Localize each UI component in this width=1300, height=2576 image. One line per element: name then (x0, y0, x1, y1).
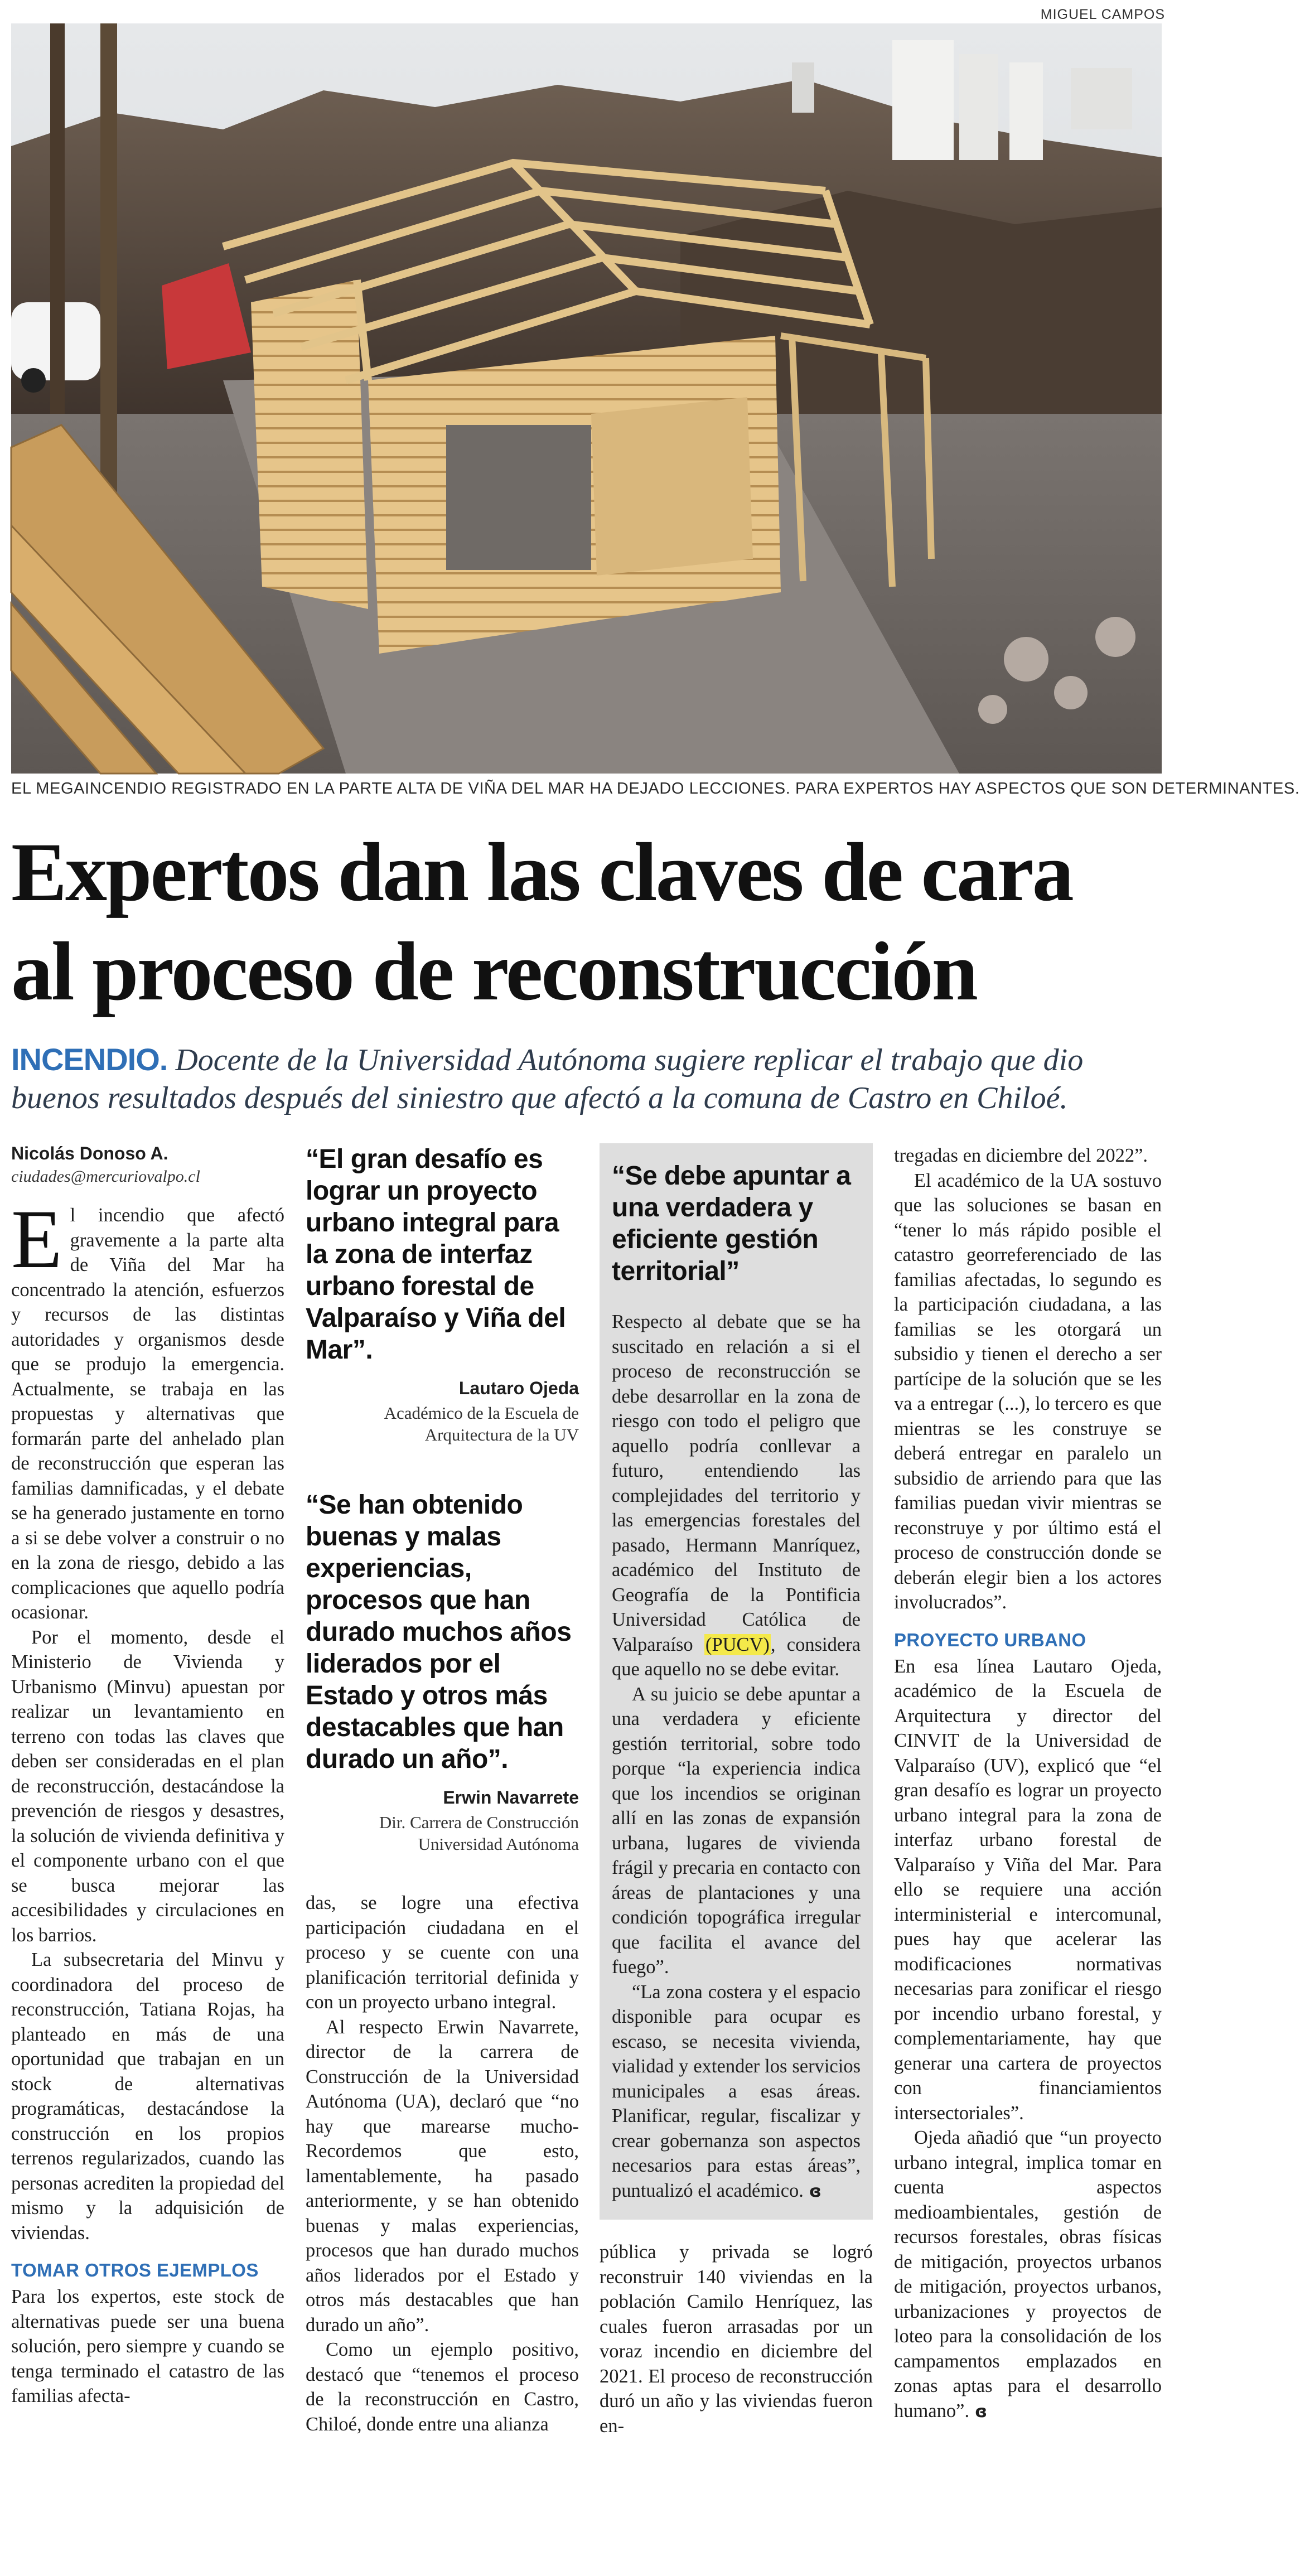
sidebar-p1-b: , considera que aquello no se debe evitar. (612, 1633, 861, 1680)
column-1 (11, 1143, 284, 2409)
headline (11, 823, 1162, 1021)
headline-line-2: al proceso de reconstrucción (11, 925, 977, 1018)
subhead-tomar-otros-ejemplos: TOMAR OTROS EJEMPLOS (11, 2260, 259, 2280)
column-2 (306, 1143, 579, 2437)
deck (11, 1041, 1162, 1117)
byline-author: Nicolás Donoso A. (11, 1143, 168, 1163)
photo-caption: EL MEGAINCENDIO REGISTRADO EN LA PARTE ALTA DE VIÑA DEL MAR HA DEJADO LECCIONES. PARA EXPERTOS HAY ASPECTOS QUE SON DETERMINANTES. (11, 780, 1300, 798)
sidebar-p3-text: “La zona costera y el espacio disponible para ocupar es escaso, se necesita vivienda, vialidad y extender los servicios municipales a esas áreas. Planificar, regular, fiscalizar y crear gobernanza son aspectos necesarios para estas áreas”, puntualizó el académico. (612, 1981, 861, 2201)
col2-paragraph-1: das, se logre una efectiva participación ciudadana en el proceso y se cuente con una planificación territorial definida y con un proyecto urbano integral. (306, 1892, 579, 2013)
sidebar-p1-a: Respecto al debate que se ha suscitado en relación a si el proceso de reconstrucción se debe desarrollar en la zona de riesgo con todo el peligro que aquello podría conllevar a futuro, entendiendo las complejidades del territorio y las emergencias forestales del pasado, Hermann Manríquez, académico del Instituto de Geografía de la Pontificia Universidad Católica de Valparaíso (612, 1311, 861, 1655)
sidebar-paragraph-2: A su juicio se debe apuntar a una verdadera y eficiente gestión territorial, sobre todo porque “la experiencia indica que los incendios se originan allí en las zonas de expansión urbana, lugares de vivienda frágil y precaria en contacto con áreas de plantaciones y una condición topográfica irregular que facilita el avance del fuego”. (612, 1683, 861, 1978)
photo-credit: MIGUEL CAMPOS (1040, 7, 1165, 22)
col1-paragraph-3: La subsecretaria del Minvu y coordinadora del proceso de reconstrucción, Tatiana Rojas, ha planteado en más de una oportunidad que trabajan en un stock de alternativas programáticas, destacándose la construcción en los propios terrenos regularizados, cuando las personas acrediten la propiedad del mismo y la adquisición de viviendas. (11, 1949, 284, 2244)
construction-site-illustration (11, 23, 1162, 774)
pullquote-ojeda: “El gran desafío es lograr un proyecto urbano integral para la zona de interfaz urbano forestal de Valparaíso y Viña del Mar”. (306, 1144, 566, 1365)
pullquote-ojeda-role: Académico de la Escuela de Arquitectura de la UV (384, 1403, 579, 1444)
col1-p1-text: l incendio que afectó gravemente a la parte alta de Viña del Mar ha concentrado la atención, esfuerzos y recursos de las distintas autoridades y organismos desde que se produjo la emergencia. Actualmente, se trabaja en las propuestas y alternativas que formarán parte del anhelado plan de reconstrucción que esperan las familias damnificadas, y el debate se ha generado justamente en torno a si se debe volver a construir o no en la zona de riesgo, debido a las complicaciones que aquello podría ocasionar. (11, 1205, 284, 1623)
pullquote-ojeda-name: Lautaro Ojeda (458, 1378, 579, 1398)
pullquote-navarrete-source (306, 1787, 579, 1855)
column-3 (600, 1143, 873, 2438)
end-mark-icon: ɞ (975, 2401, 988, 2422)
col4-paragraph-4 (894, 2125, 1162, 2424)
col4-paragraph-2: El académico de la UA sostuvo que las soluciones se basan en “tener lo más rápido posible el catastro georreferenciado de las familias afectadas, lo segundo es la participación ciudadana, a las familias se les otorgará un subsidio y tienen el derecho a ser partícipe de la solución que se les va a entregar (...), lo tercero es que mientras se les construye se deberá entregar en paralelo un subsidio de arriendo para que las familias puedan vivir mientras se reconstruye y por último está el proceso de construcción donde se deberán elegir bien a los actores involucrados”. (894, 1169, 1162, 1613)
sidebar-box (600, 1143, 873, 2220)
sidebar-paragraph-3 (612, 1980, 861, 2205)
col2-paragraph-3: Como un ejemplo positivo, destacó que “tenemos el proceso de la reconstrucción en Castro, Chiloé, donde entre una alianza (306, 2339, 579, 2435)
col4-p4-text: Ojeda añadió que “un proyecto urbano integral, implica tomar en cuenta aspectos medioambientales, gestión de recursos forestales, obras físicas de mitigación, proyectos urbanos de mitigación, proyectos urbanos, urbanizaciones y proyectos de loteo para la consolidación de los campamentos emplazados en zonas aptas para el desarrollo humano”. (894, 2127, 1162, 2422)
lead-photo (11, 23, 1162, 774)
byline-email: ciudades@mercuriovalpo.cl (11, 1167, 200, 1186)
drop-cap: E (11, 1193, 62, 1285)
col3-paragraph-1: pública y privada se logró reconstruir 140 viviendas en la población Camilo Henríquez, las cuales fueron arrasadas por un voraz incendio en diciembre del 2021. El proceso de reconstrucción duró un año y las viviendas fueron en- (600, 2241, 873, 2437)
sidebar-paragraph-1 (612, 1309, 861, 1682)
pucv-highlight: (PUCV) (705, 1633, 770, 1655)
deck-kicker: INCENDIO. (11, 1042, 168, 1077)
col2-paragraph-2: Al respecto Erwin Navarrete, director de la carrera de Construcción de la Universidad Autónoma (UA), declaró que “no hay que marearse mucho- Recordemos que esto, lamentablemente, ha pasado anteriormente, y se han obtenido buenas y malas experiencias, procesos que han durado muchos años liderados por el Estado y otros más destacables que han durado un año”. (306, 2016, 579, 2336)
subhead-proyecto-urbano: PROYECTO URBANO (894, 1629, 1086, 1650)
deck-text: Docente de la Universidad Autónoma sugiere replicar el trabajo que dio buenos resultados después del siniestro que afectó a la comuna de Castro en Chiloé. (11, 1043, 1084, 1115)
col1-paragraph-4: Para los expertos, este stock de alternativas puede ser una buena solución, pero siempre y cuando se tenga terminado el catastro de las familias afecta- (11, 2286, 284, 2406)
col1-paragraph-1 (11, 1193, 284, 1625)
col4-paragraph-3: En esa línea Lautaro Ojeda, académico de la Escuela de Arquitectura y director del CINVIT de la Universidad de Valparaíso (UV), explicó que “el gran desafío es lograr un proyecto urbano integral para la zona de interfaz urbano forestal de Valparaíso y Viña del Mar. Para ello se requiere una acción interministerial e intercomunal, pues hay que acelerar las modificaciones normativas necesarias para zonificar el riesgo por incendio urbano forestal, y complementariamente, hay que generar una cartera de proyectos con financiamientos intersectoriales”. (894, 1655, 1162, 2124)
col4-paragraph-1: tregadas en diciembre del 2022”. (894, 1145, 1148, 1166)
column-4 (894, 1143, 1162, 2424)
pullquote-ojeda-source (306, 1378, 579, 1446)
col1-paragraph-2: Por el momento, desde el Ministerio de Vivienda y Urbanismo (Minvu) apuestan por realizar un levantamiento en terreno con todas las claves que deben ser consideradas en el plan de reconstrucción, destacándose la prevención de riesgos y desastres, la solución de vivienda definitiva y el componente urbano con el que se busca mejorar las accesibilidades y circulaciones en los barrios. (11, 1626, 284, 1946)
sidebar-quote: “Se debe apuntar a una verdadera y eficiente gestión territorial” (612, 1161, 851, 1286)
end-mark-icon: ɞ (809, 2181, 821, 2201)
pullquote-navarrete-role: Dir. Carrera de Construcción Universidad Autónoma (379, 1813, 579, 1854)
pullquote-navarrete: “Se han obtenido buenas y malas experiencias, procesos que han durado muchos años liderados por el Estado y otros más destacables que han durado un año”. (306, 1490, 572, 1774)
pullquote-navarrete-name: Erwin Navarrete (443, 1787, 579, 1807)
headline-line-1: Expertos dan las claves de cara (11, 826, 1072, 919)
